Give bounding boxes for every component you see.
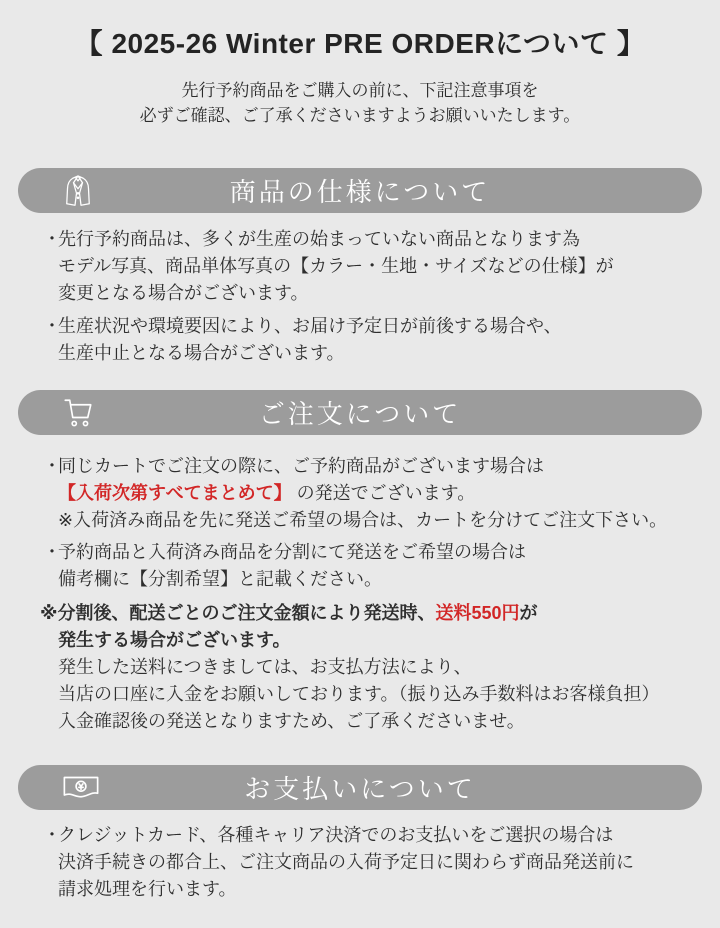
- text-line: [58, 480, 706, 507]
- bullet-marker: ・: [43, 229, 61, 249]
- payment-bullet-1: [0, 822, 720, 903]
- bullet-marker: ・: [43, 542, 61, 562]
- order-shipping-fee-note: [0, 600, 720, 735]
- text-line: 入金確認後の発送となりますため、ご了承くださいませ。: [58, 711, 525, 731]
- text-line: 生産状況や環境要因により、お届け予定日が前後する場合や、: [58, 316, 562, 336]
- text-line: [40, 600, 706, 627]
- cart-icon: [60, 396, 96, 430]
- bullet-marker: ・: [43, 456, 61, 476]
- page-title: 【 2025-26 Winter PRE ORDERについて 】: [74, 28, 646, 59]
- order-bullet-2: [0, 539, 720, 593]
- text-line: クレジットカード、各種キャリア決済でのお支払いをご選択の場合は: [58, 825, 614, 845]
- text-line: 生産中止となる場合がございます。: [58, 343, 345, 363]
- section-header-order: [18, 390, 702, 435]
- text-line: 発生する場合がございます。: [58, 630, 291, 650]
- bullet-marker: ・: [43, 825, 61, 845]
- text-line: 先行予約商品は、多くが生産の始まっていない商品となります為: [58, 229, 580, 249]
- text-segment: ※分割後、配送ごとのご注文金額により発送時、: [40, 603, 436, 623]
- page-subtitle: [0, 78, 720, 128]
- text-line: 変更となる場合がございます。: [58, 283, 309, 303]
- section-heading: 商品の仕様について: [229, 177, 491, 207]
- order-bullet-1: [0, 453, 720, 534]
- spec-bullet-1: [0, 226, 720, 307]
- bullet-marker: ・: [43, 316, 61, 336]
- highlight-red-text: 送料550円: [435, 603, 520, 623]
- jacket-icon: [60, 171, 96, 211]
- text-line: 備考欄に【分割希望】と記載ください。: [58, 569, 382, 589]
- text-line: 決済手続きの都合上、ご注文商品の入荷予定日に関わらず商品発送前に: [58, 852, 634, 872]
- section-header-payment: [18, 765, 702, 810]
- section-heading: ご注文について: [258, 399, 462, 429]
- text-segment: が: [519, 603, 538, 623]
- spec-bullet-2: [0, 313, 720, 367]
- section-heading: お支払いについて: [244, 774, 476, 804]
- section-header-product-spec: [18, 168, 702, 213]
- banknote-icon: [60, 772, 102, 804]
- text-segment: の発送でございます。: [291, 483, 476, 503]
- text-line: 当店の口座に入金をお願いしております。（振り込み手数料はお客様負担）: [58, 684, 660, 704]
- text-line: ※入荷済み商品を先に発送ご希望の場合は、カートを分けてご注文下さい。: [58, 510, 668, 530]
- text-line: 予約商品と入荷済み商品を分割にて発送をご希望の場合は: [58, 542, 526, 562]
- text-line: モデル写真、商品単体写真の【カラー・生地・サイズなどの仕様】が: [58, 256, 614, 276]
- subtitle-line: 先行予約商品をご購入の前に、下記注意事項を: [181, 81, 539, 100]
- highlight-red-text: 【入荷次第すべてまとめて】: [58, 483, 292, 503]
- subtitle-line: 必ずご確認、ご了承くださいますようお願いいたします。: [139, 106, 581, 125]
- text-line: 請求処理を行います。: [58, 879, 237, 899]
- text-line: 発生した送料につきましては、お支払方法により、: [58, 657, 472, 677]
- text-line: 同じカートでご注文の際に、ご予約商品がございます場合は: [58, 456, 544, 476]
